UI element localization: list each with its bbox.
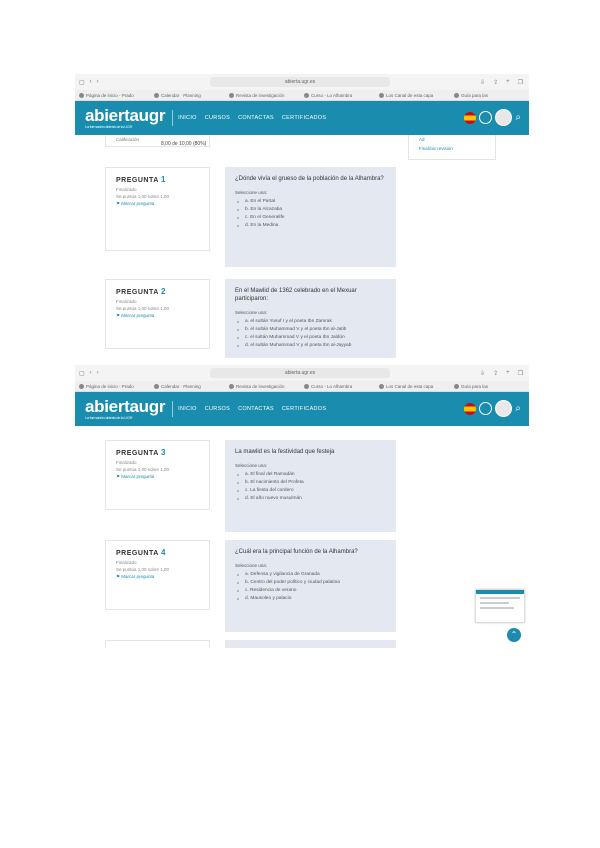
bookmark-item[interactable]: Revista de investigación bbox=[229, 93, 304, 98]
thumbnail-line bbox=[480, 602, 509, 604]
question-info-3 bbox=[105, 440, 210, 510]
language-flag-icon[interactable] bbox=[464, 112, 476, 124]
download-icon[interactable]: ⇩ bbox=[480, 370, 486, 377]
back-icon[interactable]: ‹ bbox=[89, 369, 92, 376]
favicon-icon bbox=[379, 93, 384, 98]
screenshot-1 bbox=[75, 74, 529, 358]
question-text: En el Mawlid de 1362 celebrado en el Mexuar participaron: bbox=[235, 288, 357, 302]
select-label: Seleccione una: bbox=[235, 310, 268, 315]
avatar[interactable] bbox=[495, 400, 512, 417]
answer-option[interactable]: b. El nacimiento del Profeta bbox=[235, 479, 386, 487]
nav-link[interactable]: Ad bbox=[419, 137, 425, 142]
answer-list bbox=[235, 571, 386, 603]
screenshot-thumbnail[interactable] bbox=[475, 589, 525, 623]
question-score: Se puntúa 1,00 sobre 1,00 bbox=[116, 567, 170, 572]
menu-item-cursos[interactable]: CURSOS bbox=[204, 115, 231, 121]
favicon-icon bbox=[454, 93, 459, 98]
menu-item-inicio[interactable]: INICIO bbox=[178, 406, 197, 412]
sidebar-icon[interactable]: ▢ bbox=[79, 79, 85, 86]
bookmark-item[interactable]: Curso - Lo Alhambra bbox=[304, 384, 379, 389]
menu-item-contactas[interactable]: CONTACTAS bbox=[238, 406, 274, 412]
browser-actions bbox=[480, 370, 523, 377]
bookmark-item[interactable]: Calendar · Planning bbox=[154, 384, 229, 389]
favicon-icon bbox=[154, 384, 159, 389]
forward-icon[interactable]: › bbox=[96, 78, 99, 85]
question-info-1 bbox=[105, 167, 210, 251]
answer-option[interactable]: c. En el Generalife bbox=[235, 214, 386, 222]
flag-question-link[interactable]: ⚑ Marcar pregunta bbox=[116, 474, 155, 479]
address-bar[interactable]: abierta.ugr.es bbox=[210, 77, 390, 87]
thumbnail-line bbox=[480, 597, 520, 599]
menu-item-certificados[interactable]: CERTIFICADOS bbox=[281, 115, 327, 121]
favicon-icon bbox=[79, 384, 84, 389]
screenshot-2 bbox=[75, 365, 529, 648]
question-info-2 bbox=[105, 279, 210, 349]
finish-review-link[interactable]: Finalizar revisión bbox=[419, 146, 453, 151]
thumbnail-header bbox=[476, 590, 524, 594]
bookmark-item[interactable]: Página de inicio - Prado bbox=[79, 384, 154, 389]
question-card-5 bbox=[225, 640, 396, 648]
search-icon[interactable]: ⌕ bbox=[515, 403, 521, 414]
download-icon[interactable]: ⇩ bbox=[480, 79, 486, 86]
answer-option[interactable]: a. el sultán Yusuf I y el poeta Ibn Zamrak bbox=[235, 318, 386, 326]
search-icon[interactable]: ⌕ bbox=[515, 112, 521, 123]
favicon-icon bbox=[154, 93, 159, 98]
arrow-up-icon: ⌃ bbox=[510, 630, 518, 639]
site-header bbox=[75, 101, 529, 135]
bookmarks-bar bbox=[75, 90, 529, 101]
question-status: Finalizado bbox=[116, 560, 137, 565]
flag-question-link[interactable]: ⚑ Marcar pregunta bbox=[116, 574, 155, 579]
avatar[interactable] bbox=[495, 109, 512, 126]
bookmark-item[interactable]: Curso - Lo Alhambra bbox=[304, 93, 379, 98]
answer-option[interactable]: a. En el Partal bbox=[235, 198, 386, 206]
main-menu bbox=[178, 406, 326, 412]
browser-toolbar bbox=[75, 74, 529, 90]
question-heading: PREGUNTA 4 bbox=[116, 548, 166, 557]
share-icon[interactable]: ⇪ bbox=[493, 79, 499, 86]
answer-option[interactable]: b. En la Alcazaba bbox=[235, 206, 386, 214]
answer-option[interactable]: a. Defensa y vigilancia de Granada bbox=[235, 571, 386, 579]
question-card-2 bbox=[225, 279, 396, 358]
favicon-icon bbox=[454, 384, 459, 389]
favicon-icon bbox=[229, 384, 234, 389]
bookmark-item[interactable]: Guía para las bbox=[454, 384, 529, 389]
select-label: Seleccione una: bbox=[235, 563, 268, 568]
bookmark-item[interactable]: Página de inicio - Prado bbox=[79, 93, 154, 98]
question-score: Se puntúa 1,00 sobre 1,00 bbox=[116, 306, 170, 311]
answer-list bbox=[235, 198, 386, 230]
menu-item-cursos[interactable]: CURSOS bbox=[204, 406, 231, 412]
question-card-3 bbox=[225, 440, 396, 532]
quiz-review-content bbox=[75, 426, 529, 648]
new-tab-icon[interactable]: + bbox=[506, 78, 510, 85]
main-menu bbox=[178, 115, 326, 121]
flag-question-link[interactable]: ⚑ Marcar pregunta bbox=[116, 201, 155, 206]
favicon-icon bbox=[304, 384, 309, 389]
menu-item-inicio[interactable]: INICIO bbox=[178, 115, 197, 121]
site-logo[interactable]: abiertaugr La formación abierta de la UGR bbox=[85, 397, 166, 420]
thumbnail-line bbox=[480, 607, 514, 609]
scroll-to-top-button[interactable] bbox=[507, 628, 521, 642]
favicon-icon bbox=[79, 93, 84, 98]
flag-question-link[interactable]: ⚑ Marcar pregunta bbox=[116, 313, 155, 318]
select-label: Seleccione una: bbox=[235, 190, 268, 195]
answer-option[interactable]: c. el sultán Muhammad V y el poeta Ibn Jaldún bbox=[235, 334, 386, 342]
language-flag-icon[interactable] bbox=[464, 403, 476, 415]
menu-item-contactas[interactable]: CONTACTAS bbox=[238, 115, 274, 121]
browser-nav bbox=[79, 79, 99, 86]
share-icon[interactable]: ⇪ bbox=[493, 370, 499, 377]
bookmark-item[interactable]: Los Canal de esta capa bbox=[379, 93, 454, 98]
new-tab-icon[interactable]: + bbox=[506, 369, 510, 376]
question-card-1 bbox=[225, 167, 396, 267]
notifications-icon[interactable] bbox=[479, 402, 492, 415]
browser-toolbar bbox=[75, 365, 529, 381]
question-text: ¿Dónde vivía el grueso de la población de la Alhambra? bbox=[235, 176, 384, 182]
favicon-icon bbox=[229, 93, 234, 98]
quiz-review-content bbox=[75, 135, 529, 358]
sidebar-icon[interactable]: ▢ bbox=[79, 370, 85, 377]
site-logo[interactable]: abiertaugr La formación abierta de la UGR bbox=[85, 106, 166, 129]
question-info-4 bbox=[105, 540, 210, 610]
bookmark-item[interactable]: Guía para las bbox=[454, 93, 529, 98]
answer-option[interactable]: d. Mausoleo y palacio bbox=[235, 595, 386, 603]
question-text: La mawlid es la festividad que festeja bbox=[235, 449, 335, 455]
menu-item-certificados[interactable]: CERTIFICADOS bbox=[281, 406, 327, 412]
answer-option[interactable]: a. El final del Ramadán bbox=[235, 471, 386, 479]
site-header bbox=[75, 392, 529, 426]
answer-option[interactable]: b. el sultán Muhammad V y el poeta Ibn al-Jatib bbox=[235, 326, 386, 334]
answer-option[interactable]: d. el sultán Muhammad V y el poeta Ibn al-Jayyab bbox=[235, 342, 386, 350]
header-divider bbox=[172, 401, 173, 417]
question-score: Se puntúa 1,00 sobre 1,00 bbox=[116, 467, 170, 472]
header-divider bbox=[172, 110, 173, 126]
bookmark-item[interactable]: Revista de investigación bbox=[229, 384, 304, 389]
bookmark-item[interactable]: Calendar · Planning bbox=[154, 93, 229, 98]
bookmark-item[interactable]: Los Canal de esta capa bbox=[379, 384, 454, 389]
question-status: Finalizado bbox=[116, 299, 137, 304]
browser-actions bbox=[480, 79, 523, 86]
question-score: Se puntúa 1,00 sobre 1,00 bbox=[116, 194, 170, 199]
quiz-navigation bbox=[408, 135, 496, 160]
question-heading: PREGUNTA 1 bbox=[116, 175, 166, 184]
question-heading: PREGUNTA 2 bbox=[116, 287, 166, 296]
header-actions bbox=[464, 109, 521, 126]
answer-option[interactable]: d. En la Medina bbox=[235, 222, 386, 230]
grade-summary: Calificación 8,00 de 10,00 (80%) bbox=[105, 135, 210, 147]
answer-option[interactable]: d. El año nuevo musulmán bbox=[235, 495, 386, 503]
forward-icon[interactable]: › bbox=[96, 369, 99, 376]
question-card-4 bbox=[225, 540, 396, 632]
favicon-icon bbox=[379, 384, 384, 389]
address-bar[interactable]: abierta.ugr.es bbox=[210, 368, 390, 378]
question-status: Finalizado bbox=[116, 187, 137, 192]
bookmarks-bar bbox=[75, 381, 529, 392]
answer-list bbox=[235, 318, 386, 350]
favicon-icon bbox=[304, 93, 309, 98]
question-text: ¿Cuál era la principal función de la Alhambra? bbox=[235, 549, 358, 555]
question-info-5 bbox=[105, 640, 210, 648]
answer-option[interactable]: b. Centro del poder político y ciudad palatina bbox=[235, 579, 386, 587]
select-label: Seleccione una: bbox=[235, 463, 268, 468]
tabs-icon[interactable]: ❐ bbox=[517, 79, 523, 86]
notifications-icon[interactable] bbox=[479, 111, 492, 124]
header-actions bbox=[464, 400, 521, 417]
question-heading: PREGUNTA 3 bbox=[116, 448, 166, 457]
browser-nav bbox=[79, 370, 99, 377]
tabs-icon[interactable]: ❐ bbox=[517, 370, 523, 377]
answer-list bbox=[235, 471, 386, 503]
answer-option[interactable]: c. La fiesta del cordero bbox=[235, 487, 386, 495]
question-status: Finalizado bbox=[116, 460, 137, 465]
back-icon[interactable]: ‹ bbox=[89, 78, 92, 85]
answer-option[interactable]: c. Residencia de verano bbox=[235, 587, 386, 595]
